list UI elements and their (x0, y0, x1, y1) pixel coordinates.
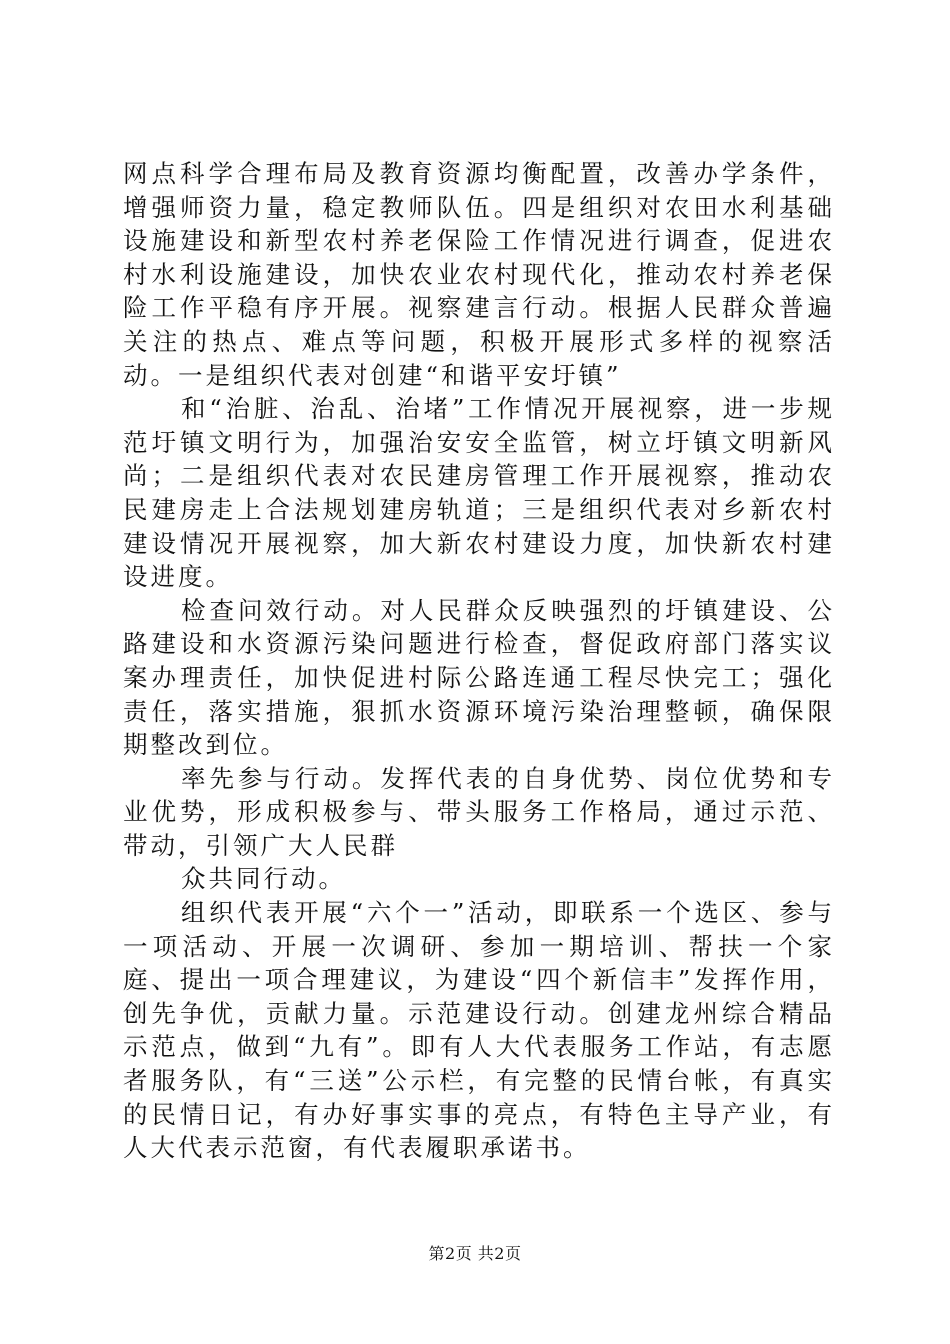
paragraph-2: 和“治脏、治乱、治堵”工作情况开展视察，进一步规范圩镇文明行为，加强治安安全监管，树立圩镇文明新风尚；二是组织代表对农民建房管理工作开展视察，推动农民建房走上合法规划建房轨道；三是组织代表对乡新农村建设情况开展视察，加大新农村建设力度，加快新农村建设进度。 (123, 394, 835, 592)
paragraph-5: 众共同行动。 (181, 864, 346, 894)
paragraph-1: 网点科学合理布局及教育资源均衡配置，改善办学条件，增强师资力量，稳定教师队伍。四是组织对农田水利基础设施建设和新型农村养老保险工作情况进行调查，促进农村水利设施建设，加快农业农村现代化，推动农村养老保险工作平稳有序开展。视察建言行动。根据人民群众普遍关注的热点、难点等问题，积极开展形式多样的视察活动。一是组织代表对创建“和谐平安圩镇” (123, 159, 835, 390)
paragraph-4: 率先参与行动。发挥代表的自身优势、岗位优势和专业优势，形成积极参与、带头服务工作格局，通过示范、带动，引领广大人民群 (123, 763, 835, 860)
document-body (123, 157, 835, 1165)
paragraph-3: 检查问效行动。对人民群众反映强烈的圩镇建设、公路建设和水资源污染问题进行检查，督促政府部门落实议案办理责任，加快促进村际公路连通工程尽快完工；强化责任，落实措施，狠抓水资源环境污染治理整顿，确保限期整改到位。 (123, 595, 835, 760)
paragraph-6: 组织代表开展“六个一”活动，即联系一个选区、参与一项活动、开展一次调研、参加一期培训、帮扶一个家庭、提出一项合理建议，为建设“四个新信丰”发挥作用，创先争优，贡献力量。示范建设行动。创建龙州综合精品示范点，做到“九有”。即有人大代表服务工作站，有志愿者服务队，有“三送”公示栏，有完整的民情台帐，有真实的民情日记，有办好事实事的亮点，有特色主导产业，有人大代表示范窗，有代表履职承诺书。 (123, 898, 835, 1163)
page-number-footer: 第2页 共2页 (428, 1244, 522, 1263)
